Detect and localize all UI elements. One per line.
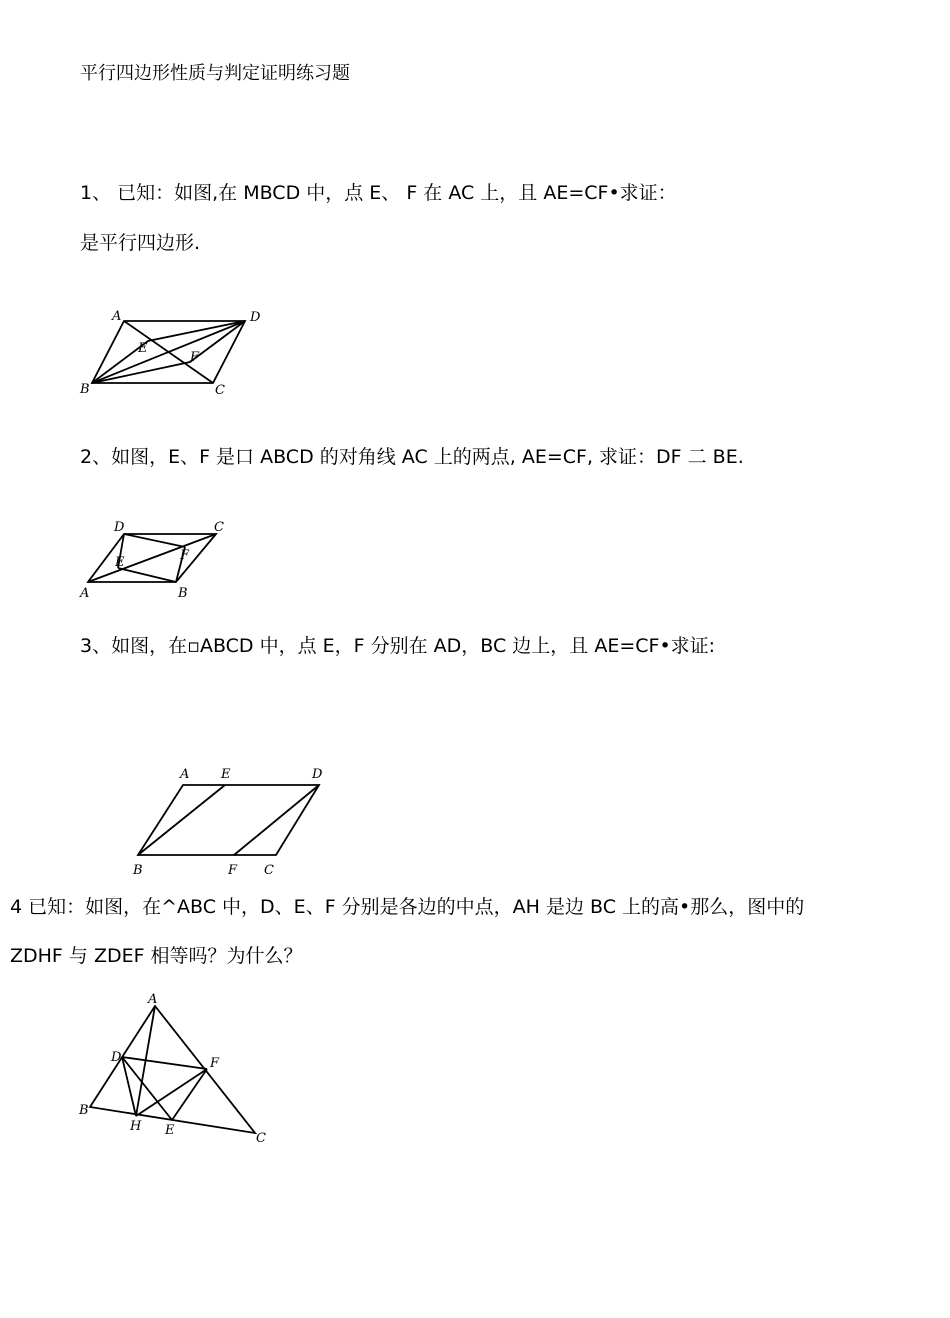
label-b: B [80,382,90,397]
problem-1-text-line-2: 是平行四边形. [80,232,201,254]
label-c: C [215,383,225,398]
problem-4-text-line-1: 4 已知：如图，在^ABC 中，D、E、F 分别是各边的中点，AH 是边 BC 上的高•那么，图中的 [10,896,805,918]
label-a: A [180,767,190,782]
label-c: C [264,863,274,878]
label-d: D [114,520,125,535]
segment-hf [136,1069,207,1116]
label-d: D [250,310,261,325]
page-title: 平行四边形性质与判定证明练习题 [80,63,350,84]
label-f: F [210,1056,220,1071]
label-d: D [312,767,323,782]
label-c: C [256,1131,266,1146]
segment-df [122,1057,207,1069]
label-h: H [130,1119,142,1134]
problem-4-text-line-2: ZDHF 与 ZDEF 相等吗？为什么？ [10,945,303,967]
label-f: F [190,350,200,365]
label-a: A [80,586,90,601]
label-e: E [221,767,231,782]
label-d: D [111,1050,122,1065]
label-c: C [214,520,224,535]
label-e: E [115,555,125,570]
label-b: B [178,586,188,601]
problem-2-text-line-1: 2、如图，E、F 是口 ABCD 的对角线 AC 上的两点, AE=CF, 求证：DF 二 BE. [80,446,744,468]
label-b: B [79,1103,89,1118]
label-f: F [228,863,238,878]
problem-1-text-line-1: 1、 已知：如图,在 MBCD 中，点 E、 F 在 AC 上，且 AE=CF•求证： [80,182,677,204]
triangle-abc [90,1006,255,1133]
label-a: A [112,309,122,324]
problem-3-text-line-1: 3、如图，在▫ABCD 中，点 E，F 分别在 AD，BC 边上，且 AE=CF•求证: [80,635,716,657]
label-e: E [165,1123,175,1138]
label-e: E [138,341,148,356]
label-b: B [133,863,143,878]
segment-fe [172,1069,207,1120]
label-f: F [180,548,190,563]
label-a: A [148,992,158,1007]
